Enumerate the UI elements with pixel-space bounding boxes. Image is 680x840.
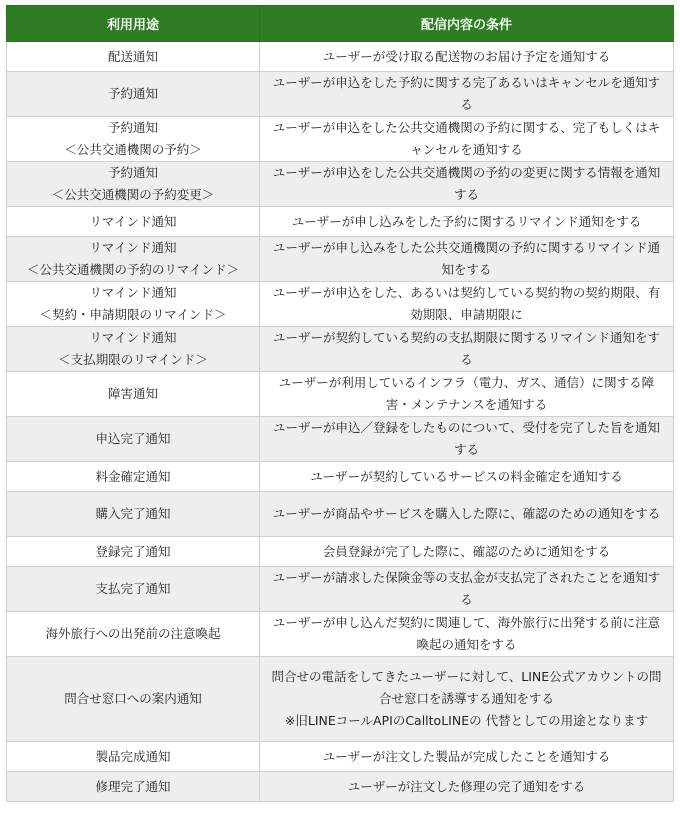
condition-cell: ユーザーが申込をした、あるいは契約している契約物の契約期限、有効期限、申請期限に bbox=[260, 282, 674, 327]
purpose-cell: 予約通知 ＜公共交通機関の予約変更＞ bbox=[7, 162, 260, 207]
condition-cell: 問合せの電話をしてきたユーザーに対して、LINE公式アカウントの問合せ窓口を誘導する通知をする ※旧LINEコールAPIのCalltoLINEの 代替としての用途となります bbox=[260, 657, 674, 742]
purpose-cell: 予約通知 bbox=[7, 72, 260, 117]
condition-cell: ユーザーが申し込みをした予約に関するリマインド通知をする bbox=[260, 207, 674, 237]
table-row bbox=[7, 162, 674, 207]
header-condition: 配信内容の条件 bbox=[260, 6, 674, 42]
purpose-cell: リマインド通知 ＜公共交通機関の予約のリマインド＞ bbox=[7, 237, 260, 282]
condition-cell: ユーザーが請求した保険金等の支払金が支払完了されたことを通知する bbox=[260, 567, 674, 612]
table-row bbox=[7, 372, 674, 417]
condition-cell: ユーザーが申込をした公共交通機関の予約に関する、完了もしくはキャンセルを通知する bbox=[260, 117, 674, 162]
purpose-cell: 購入完了通知 bbox=[7, 492, 260, 537]
table-row bbox=[7, 567, 674, 612]
condition-cell: ユーザーが商品やサービスを購入した際に、確認のための通知をする bbox=[260, 492, 674, 537]
purpose-cell: リマインド通知 bbox=[7, 207, 260, 237]
purpose-cell: 問合せ窓口への案内通知 bbox=[7, 657, 260, 742]
condition-cell: ユーザーが申し込みをした公共交通機関の予約に関するリマインド通知をする bbox=[260, 237, 674, 282]
table-row bbox=[7, 417, 674, 462]
purpose-cell: 製品完成通知 bbox=[7, 742, 260, 772]
condition-cell: ユーザーが受け取る配送物のお届け予定を通知する bbox=[260, 42, 674, 72]
condition-cell: ユーザーが申込をした公共交通機関の予約の変更に関する情報を通知する bbox=[260, 162, 674, 207]
table-row bbox=[7, 657, 674, 742]
purpose-cell: 申込完了通知 bbox=[7, 417, 260, 462]
table-row bbox=[7, 492, 674, 537]
purpose-cell: 障害通知 bbox=[7, 372, 260, 417]
table-row bbox=[7, 207, 674, 237]
purpose-cell: 登録完了通知 bbox=[7, 537, 260, 567]
usage-conditions-table bbox=[6, 5, 674, 802]
purpose-cell: 修理完了通知 bbox=[7, 772, 260, 802]
table-row bbox=[7, 42, 674, 72]
table-row bbox=[7, 772, 674, 802]
header-purpose: 利用用途 bbox=[7, 6, 260, 42]
table-row bbox=[7, 537, 674, 567]
purpose-cell: 海外旅行への出発前の注意喚起 bbox=[7, 612, 260, 657]
purpose-cell: 配送通知 bbox=[7, 42, 260, 72]
purpose-cell: 予約通知 ＜公共交通機関の予約＞ bbox=[7, 117, 260, 162]
table-row bbox=[7, 72, 674, 117]
condition-cell: ユーザーが申込をした予約に関する完了あるいはキャンセルを通知する bbox=[260, 72, 674, 117]
condition-cell: ユーザーが注文した製品が完成したことを通知する bbox=[260, 742, 674, 772]
table-header-row bbox=[7, 6, 674, 42]
condition-cell: ユーザーが契約している契約の支払期限に関するリマインド通知をする bbox=[260, 327, 674, 372]
table-row bbox=[7, 742, 674, 772]
table-row bbox=[7, 462, 674, 492]
condition-cell: ユーザーが申し込んだ契約に関連して、海外旅行に出発する前に注意喚起の通知をする bbox=[260, 612, 674, 657]
table-row bbox=[7, 327, 674, 372]
table-row bbox=[7, 612, 674, 657]
condition-cell: ユーザーが利用しているインフラ（電力、ガス、通信）に関する障害・メンテナンスを通知する bbox=[260, 372, 674, 417]
purpose-cell: 料金確定通知 bbox=[7, 462, 260, 492]
purpose-cell: リマインド通知 ＜契約・申請期限のリマインド＞ bbox=[7, 282, 260, 327]
condition-cell: ユーザーが注文した修理の完了通知をする bbox=[260, 772, 674, 802]
condition-cell: ユーザーが申込／登録をしたものについて、受付を完了した旨を通知する bbox=[260, 417, 674, 462]
table-row bbox=[7, 117, 674, 162]
table-row bbox=[7, 237, 674, 282]
purpose-cell: 支払完了通知 bbox=[7, 567, 260, 612]
condition-cell: ユーザーが契約しているサービスの料金確定を通知する bbox=[260, 462, 674, 492]
condition-cell: 会員登録が完了した際に、確認のために通知をする bbox=[260, 537, 674, 567]
table-row bbox=[7, 282, 674, 327]
purpose-cell: リマインド通知 ＜支払期限のリマインド＞ bbox=[7, 327, 260, 372]
